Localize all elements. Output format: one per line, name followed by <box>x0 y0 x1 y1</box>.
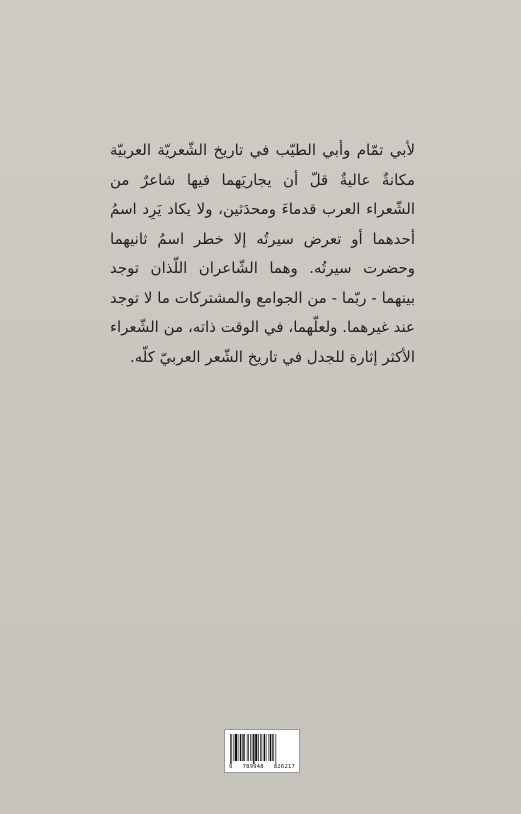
isbn-barcode <box>224 729 300 773</box>
barcode-bar <box>273 734 274 761</box>
blurb-paragraph <box>110 136 415 372</box>
barcode-bar <box>250 734 251 761</box>
barcode-bar <box>252 734 253 761</box>
barcode-bar <box>258 734 259 761</box>
barcode-bar <box>240 734 241 761</box>
barcode-bar <box>266 734 267 761</box>
blurb-line-8: الأكثر إثارة للجدل في تاريخ الشّعر العربيّ كلّه. <box>129 347 415 366</box>
isbn-digit-group-3: 826217 <box>273 764 295 770</box>
barcode-bar <box>235 734 237 761</box>
isbn-digit-group-1: 9 <box>229 764 233 770</box>
blurb-line-3: الشّعراء العرب قدماءَ ومحدَثين، ولا يكاد يَرِد اسمُ <box>110 200 415 218</box>
barcode-bar <box>238 734 239 761</box>
barcode-bar <box>264 734 265 761</box>
barcode-bar <box>269 734 270 761</box>
barcode-bar <box>234 734 235 761</box>
blurb-line-6: بينهما - ربّما - من الجوامع والمشتركات ما لا توجد <box>110 288 415 307</box>
blurb-line-1: لأبي تمّام وأبي الطيّب في تاريخ الشّعريّة العربيّة <box>110 141 415 159</box>
blurb-line-4: أحدهما أو تعرض سيرتُه إلا خطر اسمُ ثانيهما <box>110 229 415 248</box>
isbn-number <box>225 764 299 770</box>
barcode-bar <box>255 734 257 761</box>
blurb-line-2: مكانةٌ عاليةٌ قلّ أن يجاريَهما فيها شاعرٌ من <box>110 170 415 189</box>
barcode-bar <box>260 734 261 761</box>
barcode-bar <box>270 734 271 761</box>
blurb-line-7: عند غيرهما. ولعلّهما، في الوقت ذاته، من الشّعراء <box>110 318 415 336</box>
blurb-line-5: وحضرت سيرتُه. وهما الشّاعران اللّذان توجد <box>110 259 415 277</box>
isbn-digit-group-2: 789948 <box>242 764 264 770</box>
barcode-bar <box>231 734 232 764</box>
barcode-bar <box>230 734 231 764</box>
barcode-bar <box>272 734 273 761</box>
barcode-bar <box>253 734 254 764</box>
barcode-bar <box>243 734 244 761</box>
barcode-bar <box>276 734 277 764</box>
barcode-bar <box>248 734 249 761</box>
barcode-bar <box>242 734 243 761</box>
barcode-bar <box>247 734 248 761</box>
barcode-bars <box>229 734 297 764</box>
barcode-bar <box>262 734 263 761</box>
